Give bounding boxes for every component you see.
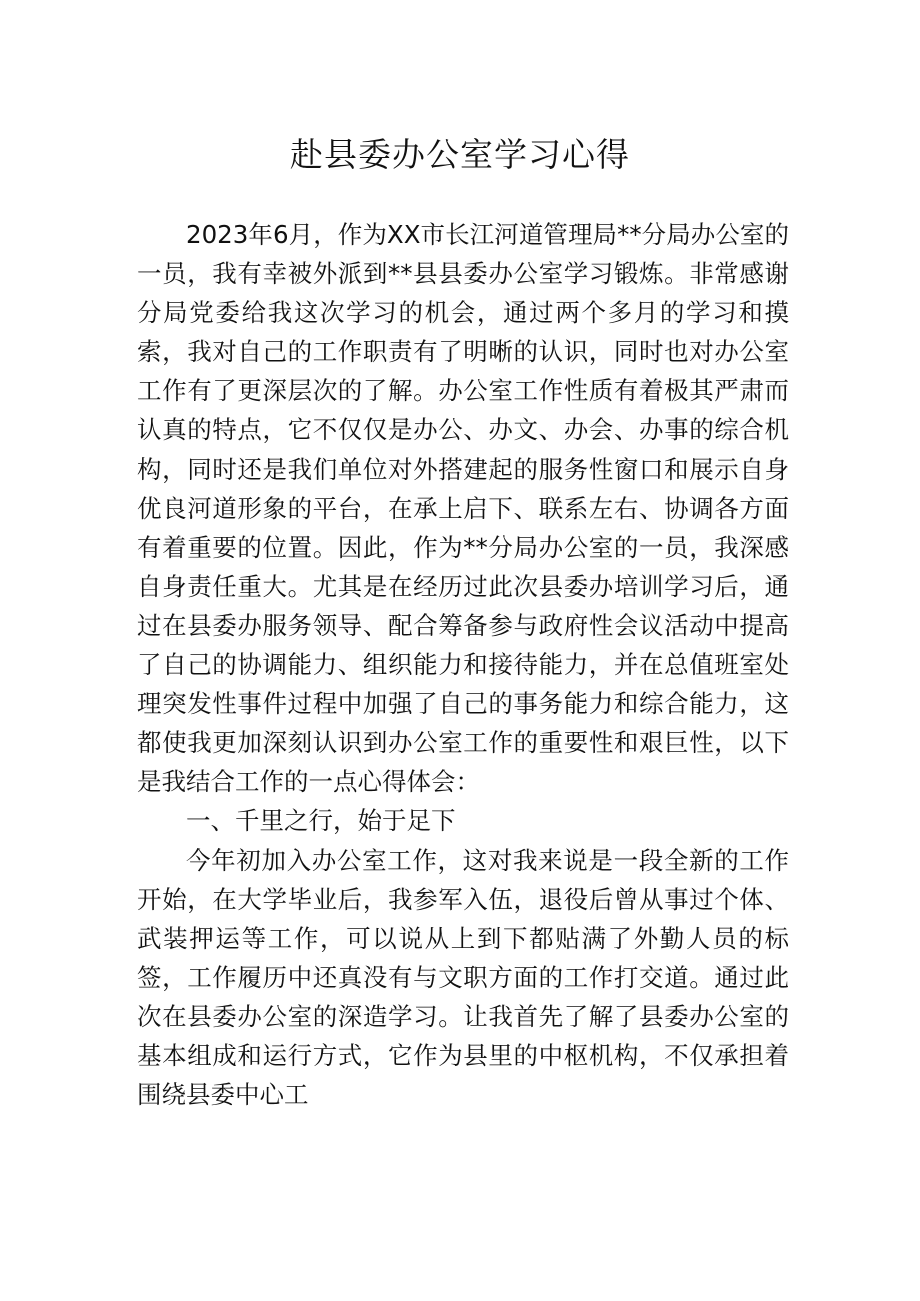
document-body xyxy=(137,215,789,1114)
paragraph-section-1: 今年初加入办公室工作，这对我来说是一段全新的工作开始，在大学毕业后，我参军入伍，退役后曾从事过个体、武装押运等工作，可以说从上到下都贴满了外勤人员的标签，工作履历中还真没有与文职方面的工作打交道。通过此次在县委办公室的深造学习。让我首先了解了县委办公室的基本组成和运行方式，它作为县里的中枢机构，不仅承担着围绕县委中心工 xyxy=(137,845,789,1110)
paragraph-intro: 2023年6月，作为XX市长江河道管理局**分局办公室的一员，我有幸被外派到**县县委办公室学习锻炼。非常感谢分局党委给我这次学习的机会，通过两个多月的学习和摸索，我对自己的工作职责有了明晰的认识，同时也对办公室工作有了更深层次的了解。办公室工作性质有着极其严肃而认真的特点，它不仅仅是办公、办文、办会、办事的综合机构，同时还是我们单位对外搭建起的服务性窗口和展示自身优良河道形象的平台，在承上启下、联系左右、协调各方面有着重要的位置。因此，作为**分局办公室的一员，我深感自身责任重大。尤其是在经历过此次县委办培训学习后，通过在县委办服务领导、配合筹备参与政府性会议活动中提高了自己的协调能力、组织能力和接待能力，并在总值班室处理突发性事件过程中加强了自己的事务能力和综合能力，这都使我更加深刻认识到办公室工作的重要性和艰巨性，以下是我结合工作的一点心得体会： xyxy=(137,220,789,797)
document-title: 赴县委办公室学习心得 xyxy=(290,135,630,174)
section-heading-1: 一、千里之行，始于足下 xyxy=(186,806,456,836)
